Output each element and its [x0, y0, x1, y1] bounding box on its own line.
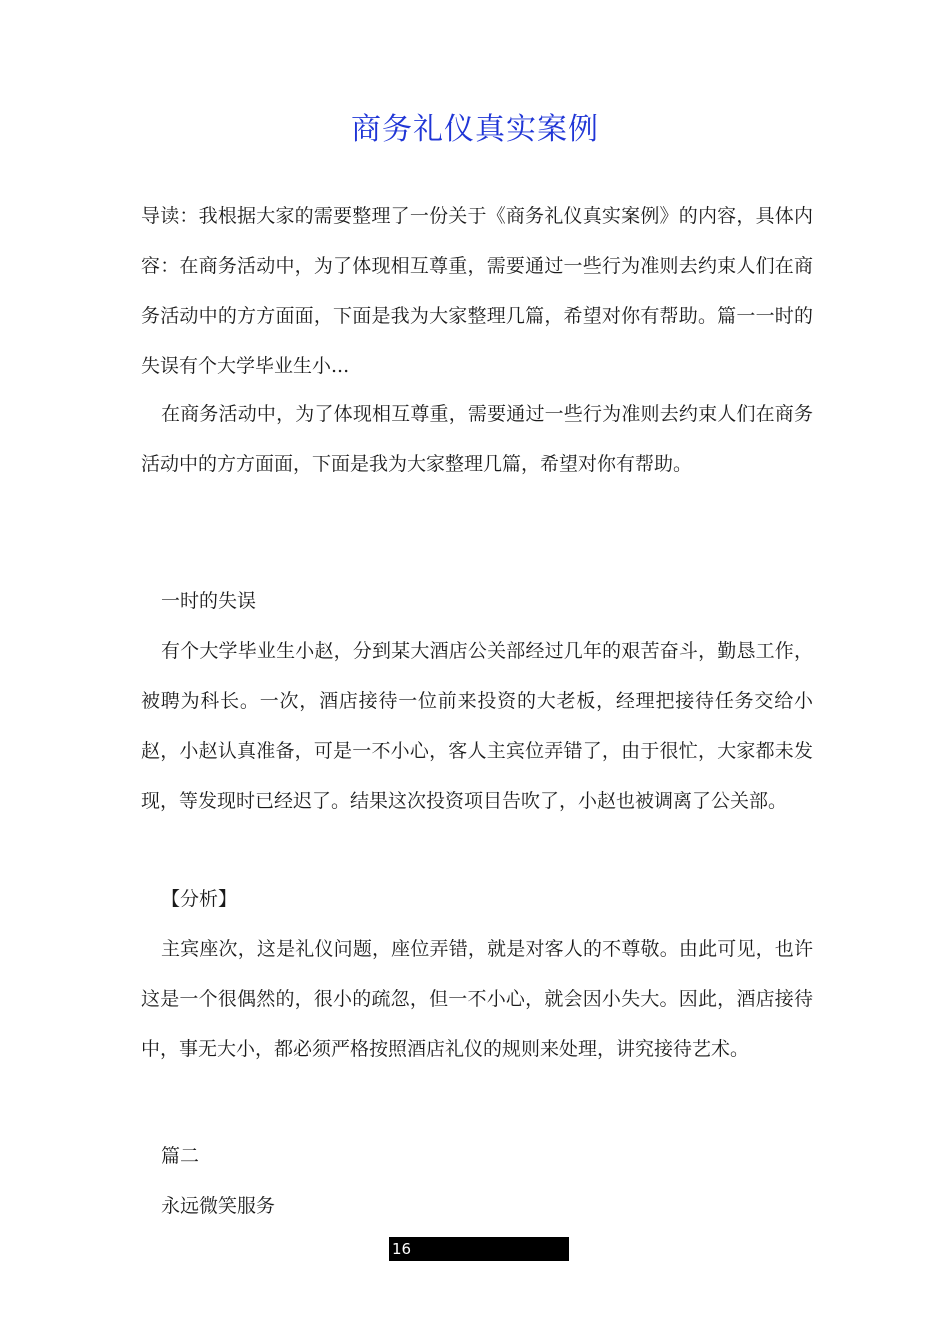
analysis-paragraph: 主宾座次，这是礼仪问题，座位弄错，就是对客人的不尊敬。由此可见，也许这是一个很偶然的，很小的疏忽，但一不小心，就会因小失大。因此，酒店接待中，事无大小，都必须严格按照酒店礼仪的规则来处理，讲究接待艺术。 — [141, 938, 813, 1060]
intro-paragraph: 导读：我根据大家的需要整理了一份关于《商务礼仪真实案例》的内容，具体内容：在商务活动中，为了体现相互尊重，需要通过一些行为准则去约束人们在商务活动中的方方面面，下面是我为大家整理几篇，希望对你有帮助。篇一一时的失误有个大学毕业生小... — [141, 205, 813, 377]
section-heading-part-two: 篇二 — [161, 1145, 200, 1167]
page-number: 16 — [392, 1240, 412, 1258]
document-title: 商务礼仪真实案例 — [351, 112, 599, 147]
section-heading-mistake: 一时的失误 — [161, 590, 257, 612]
opening-paragraph: 在商务活动中，为了体现相互尊重，需要通过一些行为准则去约束人们在商务活动中的方方面面，下面是我为大家整理几篇，希望对你有帮助。 — [141, 403, 813, 475]
section-subtitle-smile-service: 永远微笑服务 — [161, 1195, 276, 1217]
analysis-heading: 【分析】 — [161, 888, 238, 910]
story-paragraph: 有个大学毕业生小赵，分到某大酒店公关部经过几年的艰苦奋斗，勤恳工作，被聘为科长。一次，酒店接待一位前来投资的大老板，经理把接待任务交给小赵，小赵认真准备，可是一不小心，客人主宾位弄错了，由于很忙，大家都未发现，等发现时已经迟了。结果这次投资项目告吹了，小赵也被调离了公关部。 — [141, 640, 813, 812]
page-number-bar — [389, 1237, 569, 1261]
